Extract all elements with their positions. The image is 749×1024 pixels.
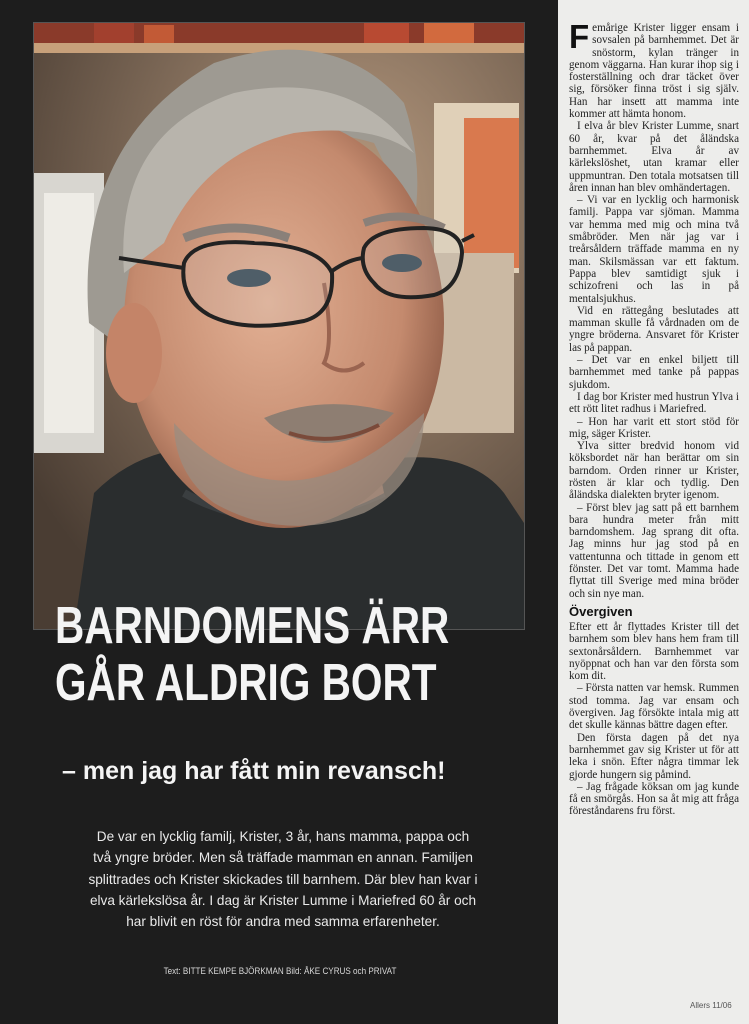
article-paragraph: Vid en rättegång beslutades att mamman skulle få vårdnaden om de yngre bröderna. Ansvaret för Krister las på pappan. xyxy=(569,304,739,354)
portrait-photo xyxy=(33,22,525,630)
article-paragraph: Efter ett år flyttades Krister till det barnhem som blev hans hem fram till sextonårsåldern. Barnhemmet var nyöppnat och han var den första som kom dit. xyxy=(569,620,739,683)
article-paragraph: Ylva sitter bredvid honom vid köksbordet när han berättar om sin barndom. Orden rinner ur Krister, rösten är klar och tydlig. Den åländska dialekten bryter igenom. xyxy=(569,440,739,502)
drop-cap: F xyxy=(569,18,590,55)
article-paragraph: – Vi var en lycklig och harmonisk familj. Pappa var sjöman. Mamma var hemma med mig och mina två småbröder. Men när jag var i treårsåldern träffade mamma en ny man. Skilsmässan var ett faktum. Pappa blev samtidigt sjuk i schizofreni och las in på mentalsjukhus. xyxy=(569,194,739,305)
article-paragraph: I elva år blev Krister Lumme, snart 60 år, kvar på det åländska barnhemmet. Elva år av kärlekslöshet, utan kramar eller uppmuntran. Den totala motsatsen till åren innan han blev omhändertagen. xyxy=(569,120,739,194)
article-body-column xyxy=(569,18,739,818)
article-paragraph: I dag bor Krister med hustrun Ylva i ett rött litet radhus i Mariefred. xyxy=(569,390,739,416)
article-subheadline: – men jag har fått min revansch! xyxy=(62,757,446,785)
page-footer: Allers 11/06 xyxy=(690,1001,732,1010)
article-headline xyxy=(55,597,450,712)
article-paragraph: – Det var en enkel biljett till barnhemmet med tanke på pappas sjukdom. xyxy=(569,354,739,391)
article-paragraph: Den första dagen på det nya barnhemmet gav sig Krister ut för att leka i snön. Efter några timmar lek gjorde hungern sig påmind. xyxy=(569,731,739,781)
article-paragraph: – Första natten var hemsk. Rummen stod tomma. Jag var ensam och övergiven. Jag försökte intala mig att det skulle kännas bättre dagen efter. xyxy=(569,682,739,732)
intro-paragraph: De var en lycklig familj, Krister, 3 år, hans mamma, pappa och två yngre bröder. Men så träffade mamman en annan. Familjen splittrades och Krister skickades till barnhem. Där blev han kvar i elva kärlekslösa år. I dag är Krister Lumme i Mariefred 60 år och har blivit en röst för andra med samma erfarenheter. xyxy=(88,829,478,930)
article-paragraph: – Först blev jag satt på ett barnhem bara hundra meter från mitt barndomshem. Jag sprang dit ofta. Jag minns hur jag stod på en vattentunna och tittade in genom ett fönster. Det var tomt. Mamma hade flyttat till Sverige med mina bröder och sin nye man. xyxy=(569,501,739,600)
article-paragraph: – Hon har varit ett stort stöd för mig, säger Krister. xyxy=(569,415,739,440)
article-paragraph: – Jag frågade köksan om jag kunde få en smörgås. Hon sa åt mig att fråga föreståndarens fru först. xyxy=(569,780,739,818)
article-paragraph: Femårige Krister ligger ensam i sovsalen på barnhemmet. Det är snöstorm, kylan tränger in genom väggarna. Han kurar ihop sig i fosterställning och drar täcket över sig, försöker finna tröst i sig själv. Han har insett att mamma inte kommer att hämta honom. xyxy=(569,18,739,121)
headline-line-2: GÅR ALDRIG BORT xyxy=(55,654,437,712)
section-subheading: Övergiven xyxy=(569,603,633,619)
portrait-illustration xyxy=(34,23,524,629)
headline-line-1: BARNDOMENS ÄRR xyxy=(55,597,450,655)
byline-credits: Text: BITTE KEMPE BJÖRKMAN Bild: ÅKE CYRUS och PRIVAT xyxy=(163,966,397,976)
